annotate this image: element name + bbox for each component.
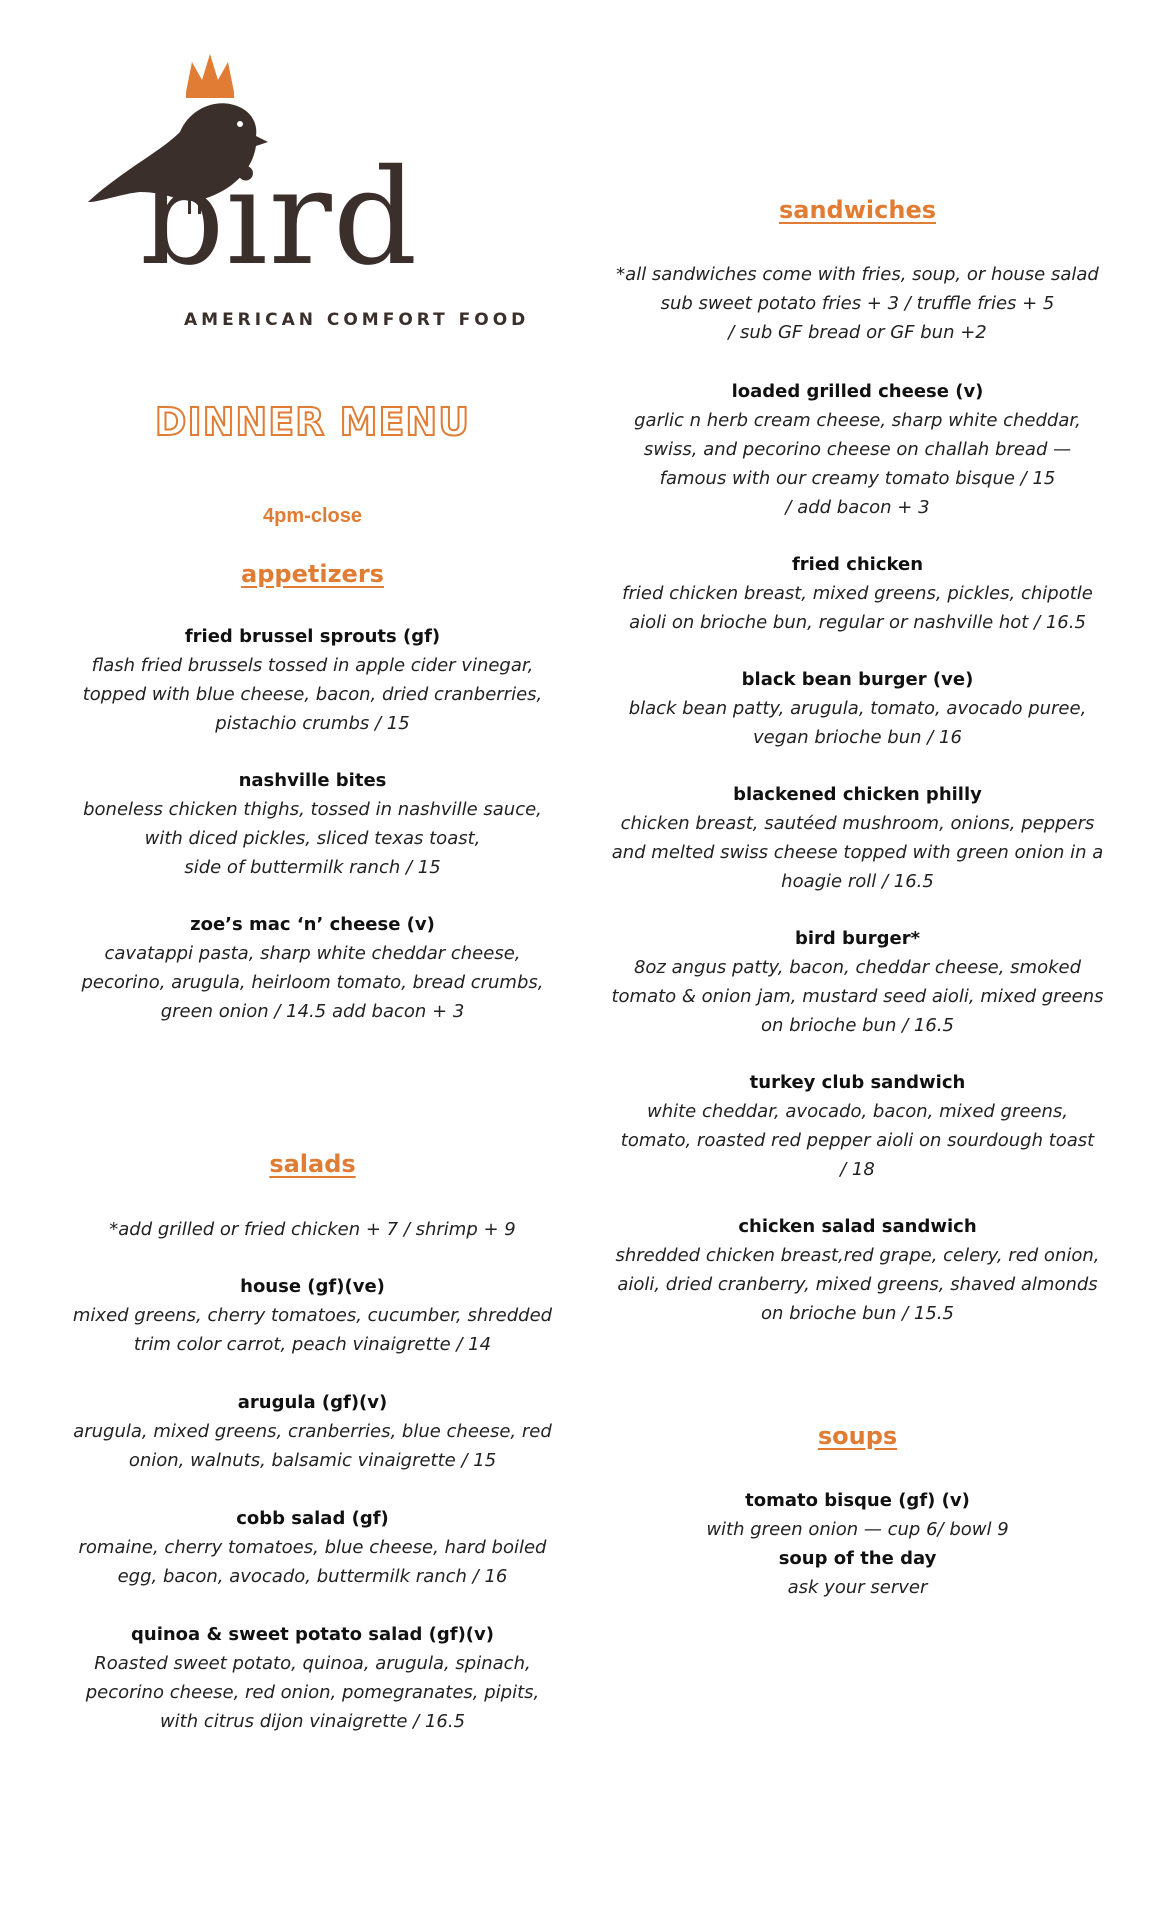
item-name: fried chicken — [791, 554, 924, 575]
menu-item-turkey-club — [605, 1068, 1110, 1184]
item-name: tomato bisque (gf) (v) — [745, 1490, 970, 1511]
item-name: arugula (gf)(v) — [237, 1392, 388, 1413]
menu-item-blackened-chicken-philly — [605, 780, 1110, 896]
item-description: Roasted sweet potato, quinoa, arugula, spinach, pecorino cheese, red onion, pomegranates, pipits, with citrus dijon vinaigrette / 16.5 — [85, 1653, 540, 1732]
item-description: garlic n herb cream cheese, sharp white cheddar, swiss, and pecorino cheese on challah bread — famous with our creamy tomato bisque / 15 / add bacon + 3 — [634, 410, 1081, 518]
item-description: shredded chicken breast,red grape, celery, red onion, aioli, dried cranberry, mixed greens, shaved almonds on brioche bun / 15.5 — [615, 1245, 1100, 1324]
menu-item-soup-of-the-day — [605, 1544, 1110, 1602]
item-name: black bean burger (ve) — [741, 669, 974, 690]
item-name: chicken salad sandwich — [738, 1216, 977, 1237]
item-description: romaine, cherry tomatoes, blue cheese, hard boiled egg, bacon, avocado, buttermilk ranch / 16 — [78, 1537, 547, 1587]
menu-title: DINNER MENU — [154, 400, 471, 444]
item-description: mixed greens, cherry tomatoes, cucumber, shredded trim color carrot, peach vinaigrette / 14 — [72, 1305, 553, 1355]
item-description: chicken breast, sautéed mushroom, onions, peppers and melted swiss cheese topped with green onion in a hoagie roll / 16.5 — [611, 813, 1104, 892]
item-name: quinoa & sweet potato salad (gf)(v) — [131, 1624, 494, 1645]
menu-item-tomato-bisque — [605, 1486, 1110, 1544]
menu-item-fried-brussel-sprouts — [60, 622, 565, 738]
item-name: soup of the day — [778, 1548, 937, 1569]
sandwiches-note — [605, 260, 1110, 347]
item-description: boneless chicken thighs, tossed in nashville sauce, with diced pickles, sliced texas toast, side of buttermilk ranch / 15 — [83, 799, 542, 878]
salads-heading: salads — [269, 1150, 356, 1178]
salads-addon-note: *add grilled or fried chicken + 7 / shrimp + 9 — [109, 1219, 516, 1240]
menu-item-nashville-bites — [60, 766, 565, 882]
item-name: zoe’s mac ‘n’ cheese (v) — [190, 914, 435, 935]
item-description: black bean patty, arugula, tomato, avocado puree, vegan brioche bun / 16 — [628, 698, 1087, 748]
item-description: with green onion — cup 6/ bowl 9 — [706, 1519, 1009, 1540]
menu-item-cobb-salad — [60, 1504, 565, 1591]
item-name: fried brussel sprouts (gf) — [184, 626, 441, 647]
item-name: blackened chicken philly — [733, 784, 982, 805]
menu-item-fried-chicken — [605, 550, 1110, 637]
brand-wordmark: bird — [140, 141, 419, 295]
menu-item-black-bean-burger — [605, 665, 1110, 752]
menu-item-chicken-salad-sandwich — [605, 1212, 1110, 1328]
item-name: nashville bites — [238, 770, 387, 791]
item-description: ask your server — [787, 1577, 928, 1598]
item-description: flash fried brussels tossed in apple cider vinegar, topped with blue cheese, bacon, dried cranberries, pistachio crumbs / 15 — [82, 655, 543, 734]
sandwiches-heading: sandwiches — [778, 196, 937, 224]
item-description: 8oz angus patty, bacon, cheddar cheese, smoked tomato & onion jam, mustard seed aioli, mixed greens on brioche bun / 16.5 — [611, 957, 1104, 1036]
item-name: house (gf)(ve) — [240, 1276, 385, 1297]
bird-logo — [80, 52, 530, 332]
item-description: white cheddar, avocado, bacon, mixed greens, tomato, roasted red pepper aioli on sourdough toast / 18 — [620, 1101, 1095, 1180]
crown-icon — [186, 54, 234, 98]
item-name: turkey club sandwich — [749, 1072, 966, 1093]
salads-note — [60, 1215, 565, 1244]
item-name: cobb salad (gf) — [236, 1508, 389, 1529]
menu-item-bird-burger — [605, 924, 1110, 1040]
item-name: loaded grilled cheese (v) — [731, 381, 984, 402]
menu-item-house-salad — [60, 1272, 565, 1359]
brand-tagline: AMERICAN COMFORT FOOD — [184, 310, 530, 330]
appetizers-heading: appetizers — [241, 560, 384, 588]
menu-item-mac-n-cheese — [60, 910, 565, 1026]
service-hours: 4pm-close — [263, 505, 362, 527]
item-description: fried chicken breast, mixed greens, pickles, chipotle aioli on brioche bun, regular or nashville hot / 16.5 — [622, 583, 1093, 633]
soups-heading: soups — [817, 1422, 898, 1450]
menu-item-quinoa-salad — [60, 1620, 565, 1736]
item-name: bird burger* — [794, 928, 921, 949]
item-description: arugula, mixed greens, cranberries, blue cheese, red onion, walnuts, balsamic vinaigrette / 15 — [73, 1421, 552, 1471]
menu-item-loaded-grilled-cheese — [605, 377, 1110, 522]
sandwiches-sides-note: *all sandwiches come with fries, soup, or house salad sub sweet potato fries + 3 / truffle fries + 5 / sub GF bread or GF bun +2 — [616, 264, 1099, 343]
menu-item-arugula-salad — [60, 1388, 565, 1475]
item-description: cavatappi pasta, sharp white cheddar cheese, pecorino, arugula, heirloom tomato, bread crumbs, green onion / 14.5 add bacon + 3 — [81, 943, 544, 1022]
